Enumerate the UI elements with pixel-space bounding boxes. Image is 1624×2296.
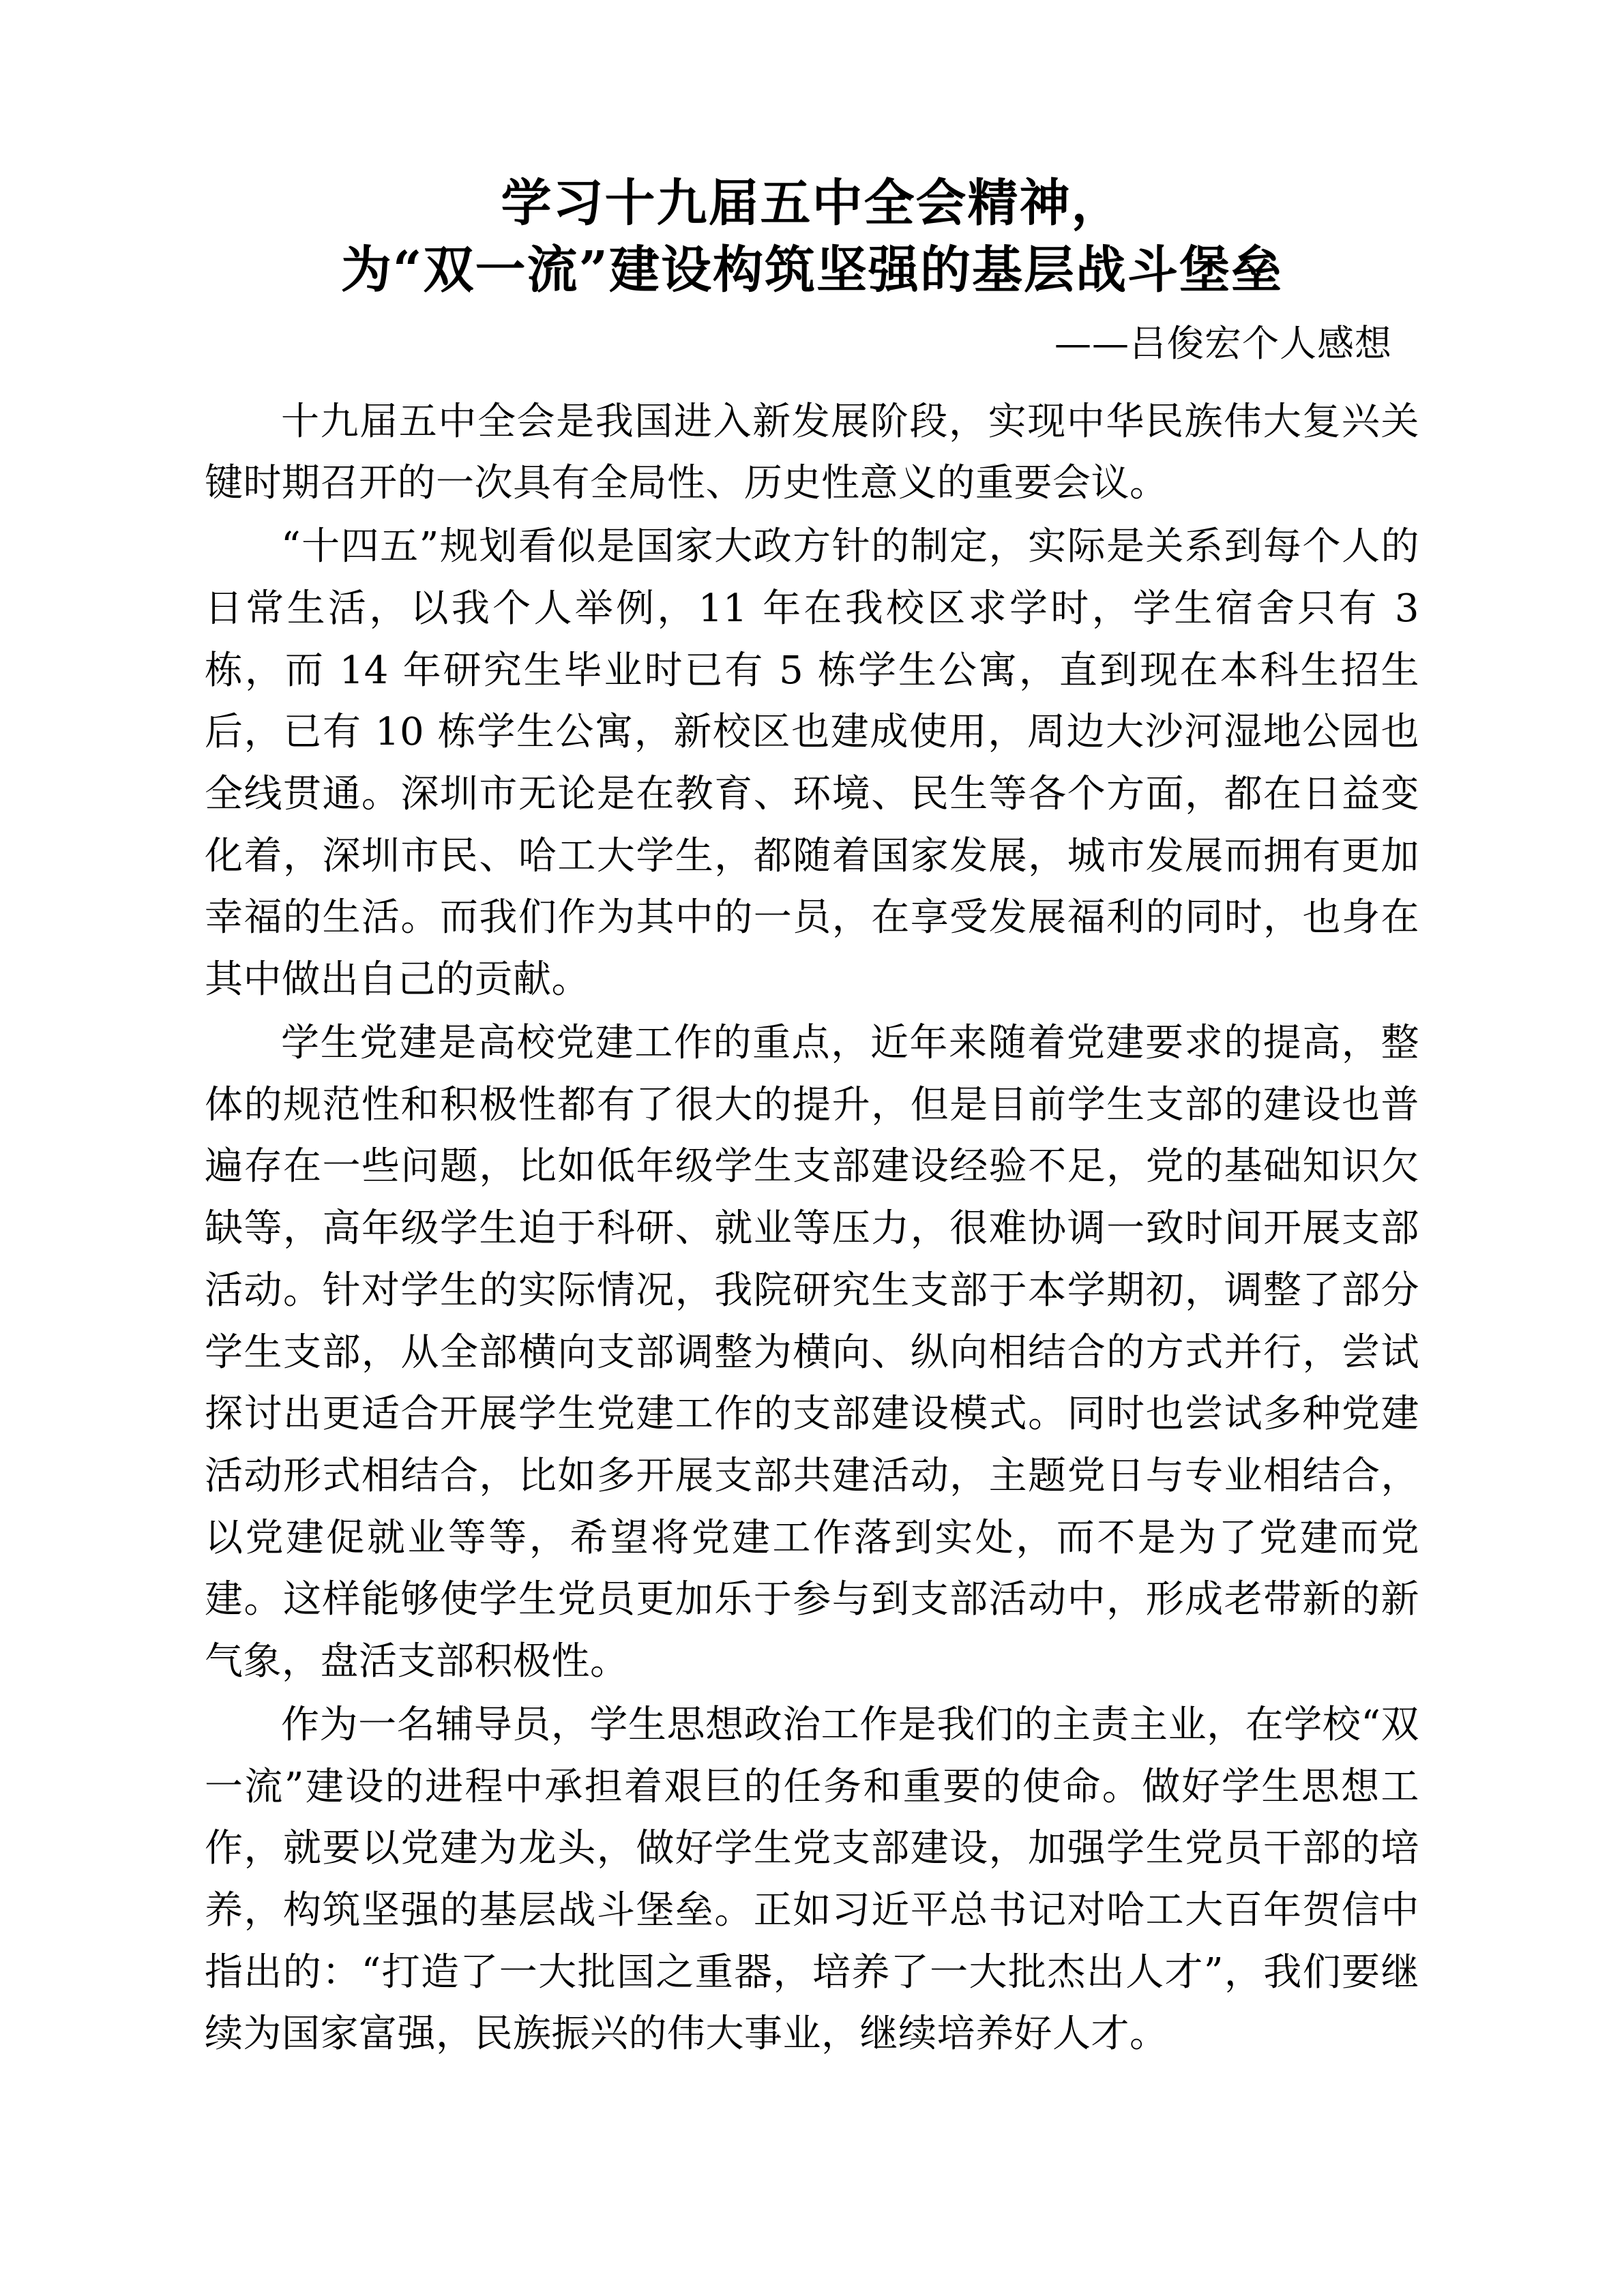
page-title-line-2: 为“双一流”建设构筑坚强的基层战斗堡垒 (340, 240, 1284, 299)
byline: ——吕俊宏个人感想 (1054, 322, 1392, 366)
document-body (205, 391, 1419, 2066)
page-title-line-1: 学习十九届五中全会精神， (501, 174, 1123, 233)
paragraph: “十四五”规划看似是国家大政方针的制定，实际是关系到每个人的日常生活，以我个人举例，11 年在我校区求学时，学生宿舍只有 3 栋，而 14 年研究生毕业时已有 5 栋学生公寓，直到现在本科生招生后，已有 10 栋学生公寓，新校区也建成使用，周边大沙河湿地公园也全线贯通。深圳市无论是在教育、环境、民生等各个方面，都在日益变化着，深圳市民、哈工大学生，都随着国家发展，城市发展而拥有更加幸福的生活。而我们作为其中的一员，在享受发展福利的同时，也身在其中做出自己的贡献。 (205, 524, 1419, 1002)
page-title (205, 170, 1419, 303)
paragraph: 作为一名辅导员，学生思想政治工作是我们的主责主业，在学校“双一流”建设的进程中承担着艰巨的任务和重要的使命。做好学生思想工作，就要以党建为龙头，做好学生党支部建设，加强学生党员干部的培养，构筑坚强的基层战斗堡垒。正如习近平总书记对哈工大百年贺信中指出的：“打造了一大批国之重器，培养了一大批杰出人才”，我们要继续为国家富强，民族振兴的伟大事业，继续培养好人才。 (205, 1702, 1419, 2057)
paragraph: 学生党建是高校党建工作的重点，近年来随着党建要求的提高，整体的规范性和积极性都有了很大的提升，但是目前学生支部的建设也普遍存在一些问题，比如低年级学生支部建设经验不足，党的基础知识欠缺等，高年级学生迫于科研、就业等压力，很难协调一致时间开展支部活动。针对学生的实际情况，我院研究生支部于本学期初，调整了部分学生支部，从全部横向支部调整为横向、纵向相结合的方式并行，尝试探讨出更适合开展学生党建工作的支部建设模式。同时也尝试多种党建活动形式相结合，比如多开展支部共建活动，主题党日与专业相结合，以党建促就业等等，希望将党建工作落到实处，而不是为了党建而党建。这样能够使学生党员更加乐于参与到支部活动中，形成老带新的新气象，盘活支部积极性。 (205, 1020, 1419, 1684)
paragraph: 十九届五中全会是我国进入新发展阶段，实现中华民族伟大复兴关键时期召开的一次具有全局性、历史性意义的重要会议。 (205, 399, 1419, 506)
